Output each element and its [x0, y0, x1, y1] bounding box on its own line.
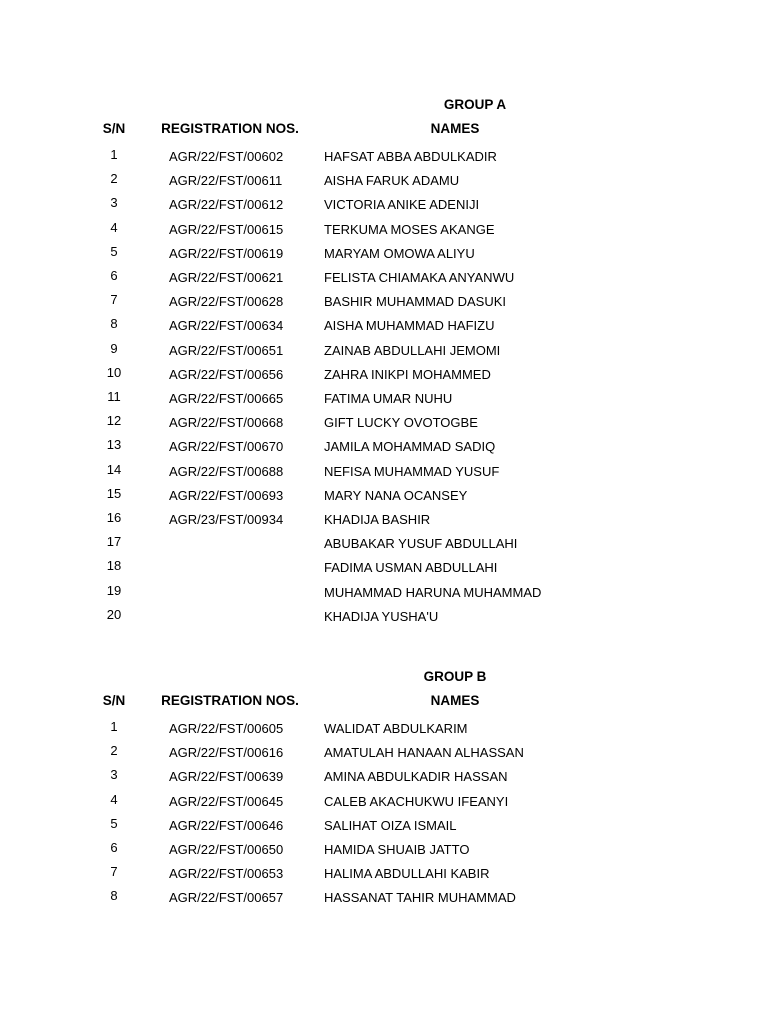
serial-number: 2	[110, 743, 118, 759]
serial-number: 4	[110, 219, 118, 235]
registration-number: AGR/22/FST/00605	[169, 721, 284, 736]
table-row	[0, 815, 768, 838]
serial-number: 20	[106, 606, 122, 622]
registration-number: AGR/22/FST/00668	[169, 415, 284, 431]
registration-number: AGR/22/FST/00634	[169, 318, 284, 334]
registration-number: AGR/22/FST/00639	[169, 769, 284, 785]
student-name: MARY NANA OCANSEY	[324, 487, 468, 503]
table-row	[0, 294, 768, 314]
serial-number: 8	[110, 316, 118, 332]
serial-number: 14	[106, 461, 122, 477]
serial-number: 17	[106, 534, 122, 550]
student-name: ABUBAKAR YUSUF ABDULLAHI	[324, 536, 518, 552]
student-name: TERKUMA MOSES AKANGE	[324, 221, 495, 237]
group-a-title: GROUP A	[443, 97, 507, 112]
table-row	[0, 866, 768, 886]
table-row	[0, 243, 768, 266]
student-name: FATIMA UMAR NUHU	[324, 391, 453, 406]
student-name: GIFT LUCKY OVOTOGBE	[324, 415, 478, 431]
table-row	[0, 721, 768, 741]
serial-number: 18	[106, 558, 122, 574]
serial-number: 3	[110, 767, 118, 783]
serial-number: 10	[106, 364, 122, 380]
serial-number: 12	[106, 413, 122, 429]
serial-number: 6	[110, 840, 118, 855]
student-name: AMINA ABDULKADIR HASSAN	[324, 769, 508, 785]
registration-number: AGR/22/FST/00611	[169, 173, 283, 189]
group-b-registration-header: REGISTRATION NOS.	[161, 693, 299, 708]
student-name: SALIHAT OIZA ISMAIL	[324, 817, 457, 833]
serial-number: 2	[110, 171, 118, 187]
group-b-title: GROUP B	[423, 669, 487, 684]
table-row	[0, 340, 768, 363]
table-row	[0, 219, 768, 242]
student-name: MARYAM OMOWA ALIYU	[324, 245, 475, 261]
table-row	[0, 560, 768, 580]
serial-number: 5	[110, 815, 118, 831]
registration-number: AGR/22/FST/00616	[169, 745, 284, 761]
serial-number: 19	[106, 582, 122, 598]
student-name: HASSANAT TAHIR MUHAMMAD	[324, 890, 516, 906]
student-name: JAMILA MOHAMMAD SADIQ	[324, 439, 496, 455]
registration-number: AGR/22/FST/00602	[169, 149, 284, 164]
student-name: FADIMA USMAN ABDULLAHI	[324, 560, 498, 576]
serial-number: 5	[110, 243, 118, 259]
table-row	[0, 439, 768, 459]
registration-number: AGR/22/FST/00657	[169, 890, 284, 906]
serial-number: 7	[110, 292, 118, 308]
registration-number: AGR/22/FST/00656	[169, 366, 284, 382]
student-name: AISHA FARUK ADAMU	[324, 173, 460, 189]
registration-number: AGR/22/FST/00612	[169, 197, 284, 213]
serial-number: 1	[110, 147, 118, 162]
table-row	[0, 606, 768, 629]
registration-number: AGR/22/FST/00665	[169, 391, 284, 406]
student-name: MUHAMMAD HARUNA MUHAMMAD	[324, 584, 542, 600]
table-row	[0, 318, 768, 338]
student-name: WALIDAT ABDULKARIM	[324, 721, 468, 736]
serial-number: 7	[110, 864, 118, 880]
table-row	[0, 197, 768, 217]
registration-number: AGR/22/FST/00670	[169, 439, 284, 455]
serial-number: 3	[110, 195, 118, 211]
table-row	[0, 769, 768, 789]
student-name: ZAHRA INIKPI MOHAMMED	[324, 366, 491, 382]
serial-number: 8	[110, 888, 118, 904]
registration-number: AGR/22/FST/00615	[169, 221, 284, 237]
student-name: HAMIDA SHUAIB JATTO	[324, 842, 470, 857]
student-name: ZAINAB ABDULLAHI JEMOMI	[324, 342, 501, 358]
student-name: AMATULAH HANAAN ALHASSAN	[324, 745, 524, 761]
table-row	[0, 149, 768, 169]
registration-number: AGR/22/FST/00653	[169, 866, 284, 882]
table-row	[0, 745, 768, 765]
table-row	[0, 842, 768, 862]
student-name: VICTORIA ANIKE ADENIJI	[324, 197, 480, 213]
student-name: KHADIJA BASHIR	[324, 512, 431, 527]
registration-number: AGR/22/FST/00693	[169, 487, 284, 503]
serial-number: 16	[106, 510, 122, 525]
serial-number: 11	[107, 389, 121, 404]
group-a-names-header: NAMES	[430, 121, 480, 136]
table-row	[0, 890, 768, 910]
student-name: HAFSAT ABBA ABDULKADIR	[324, 149, 497, 164]
group-a-sn-header: S/N	[102, 121, 126, 136]
registration-number: AGR/22/FST/00688	[169, 463, 284, 479]
registration-number: AGR/22/FST/00619	[169, 245, 284, 261]
table-row	[0, 391, 768, 411]
student-name: FELISTA CHIAMAKA ANYANWU	[324, 270, 515, 285]
registration-number: AGR/22/FST/00646	[169, 817, 284, 833]
table-row	[0, 512, 768, 532]
table-row	[0, 173, 768, 193]
table-row	[0, 364, 768, 387]
registration-number: AGR/22/FST/00645	[169, 793, 284, 809]
group-a-registration-header: REGISTRATION NOS.	[161, 121, 299, 136]
student-name: BASHIR MUHAMMAD DASUKI	[324, 294, 507, 310]
registration-number: AGR/22/FST/00621	[169, 270, 284, 285]
serial-number: 15	[106, 485, 122, 501]
table-row	[0, 461, 768, 484]
serial-number: 1	[110, 719, 118, 734]
table-row	[0, 485, 768, 508]
student-name: NEFISA MUHAMMAD YUSUF	[324, 463, 500, 479]
table-row	[0, 270, 768, 290]
registration-number: AGR/22/FST/00651	[169, 342, 284, 358]
registration-number: AGR/23/FST/00934	[169, 512, 284, 527]
table-row	[0, 582, 768, 605]
serial-number: 4	[110, 791, 118, 807]
table-row	[0, 415, 768, 435]
registration-number: AGR/22/FST/00628	[169, 294, 284, 310]
serial-number: 6	[110, 268, 118, 283]
serial-number: 13	[106, 437, 122, 453]
table-row	[0, 536, 768, 556]
registration-number: AGR/22/FST/00650	[169, 842, 284, 857]
student-name: AISHA MUHAMMAD HAFIZU	[324, 318, 495, 334]
group-b-names-header: NAMES	[430, 693, 480, 708]
student-name: KHADIJA YUSHA'U	[324, 608, 439, 624]
student-name: HALIMA ABDULLAHI KABIR	[324, 866, 490, 882]
table-row	[0, 791, 768, 814]
student-name: CALEB AKACHUKWU IFEANYI	[324, 793, 509, 809]
group-b-sn-header: S/N	[102, 693, 126, 708]
serial-number: 9	[110, 340, 118, 356]
